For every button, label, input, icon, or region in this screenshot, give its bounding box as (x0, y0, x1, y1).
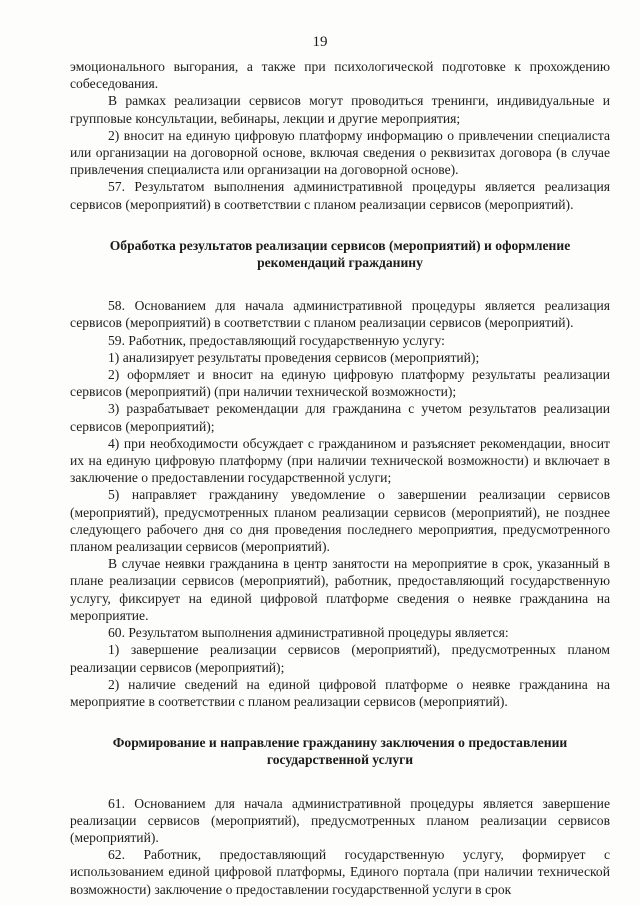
paragraph: 3) разрабатывает рекомендации для гражданина с учетом результатов реализации сервисов (мероприятий); (70, 401, 610, 434)
paragraph: 61. Основанием для начала административной процедуры является завершение реализации сервисов (мероприятий), предусмотренных планом реализации сервисов (мероприятий). (70, 795, 610, 845)
paragraph: эмоционального выгорания, а также при психологической подготовке к прохождению собеседования. (70, 59, 610, 92)
section-heading-conclusion: Формирование и направление гражданину заключения о предоставлении государственной услуги (112, 735, 568, 768)
section-conclusion (70, 795, 610, 898)
section-heading-processing-results: Обработка результатов реализации сервисов (мероприятий) и оформление рекомендаций гражданину (109, 237, 571, 271)
paragraph: В рамках реализации сервисов могут проводиться тренинги, индивидуальные и групповые консультации, вебинары, лекции и другие мероприятия; (70, 93, 610, 126)
paragraph: 2) наличие сведений на единой цифровой платформе о неявке гражданина на мероприятие в соответствии с планом реализации сервисов (мероприятий). (70, 676, 610, 709)
paragraph: 1) завершение реализации сервисов (мероприятий), предусмотренных планом реализации сервисов (мероприятий); (70, 642, 610, 675)
section-processing-results (70, 297, 610, 710)
paragraph: 2) вносит на единую цифровую платформу информацию о привлечении специалиста или организации на договорной основе, включая сведения о реквизитах договора (в случае привлечения специалиста или организации на договорной основе). (70, 127, 610, 178)
paragraph: 58. Основанием для начала административной процедуры является реализация сервисов (мероприятий) в соответствии с планом реализации сервисов (мероприятий). (70, 298, 610, 331)
paragraph: 1) анализирует результаты проведения сервисов (мероприятий); (108, 349, 480, 365)
paragraph: 60. Результатом выполнения административной процедуры является: (108, 625, 509, 641)
paragraph: 2) оформляет и вносит на единую цифровую платформу результаты реализации сервисов (мероприятий) (при наличии технической возможности); (70, 367, 610, 400)
section-intro (70, 58, 610, 213)
paragraph: 59. Работник, предоставляющий государственную услугу: (108, 332, 445, 348)
paragraph: 4) при необходимости обсуждает с гражданином и разъясняет рекомендации, вносит их на единую цифровую платформу (при наличии технической возможности) и включает в заключение о предоставлении государственной услуги; (70, 435, 610, 486)
document-body (70, 58, 610, 898)
paragraph: 5) направляет гражданину уведомление о завершении реализации сервисов (мероприятий), предусмотренных планом реализации сервисов (мероприятий), не позднее следующего рабочего дня со дня проведения последнего мероприятия, предусмотренного планом реализации сервисов (мероприятий). (70, 487, 610, 555)
paragraph: В случае неявки гражданина в центр занятости на мероприятие в срок, указанный в плане реализации сервисов (мероприятий), работник, предоставляющий государственную услугу, фиксирует на единой цифровой платформе сведения о неявке гражданина на мероприятие. (70, 556, 610, 623)
paragraph: 62. Работник, предоставляющий государственную услугу, формирует с использованием единой цифровой платформы, Единого портала (при наличии технической возможности) заключение о предоставлении государственной услуги в срок (70, 847, 610, 897)
paragraph: 57. Результатом выполнения административной процедуры является реализация сервисов (мероприятий) в соответствии с планом реализации сервисов (мероприятий). (70, 179, 610, 212)
page-number: 19 (312, 34, 328, 50)
